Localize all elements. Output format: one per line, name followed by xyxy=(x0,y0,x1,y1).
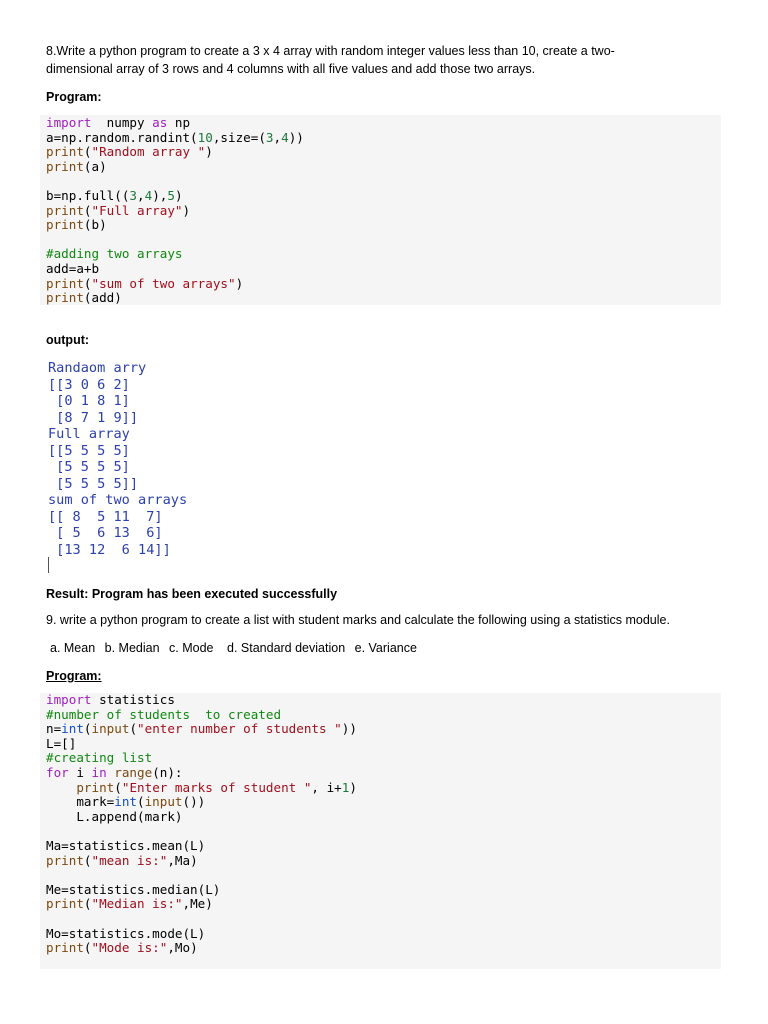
code-token: ) xyxy=(349,779,357,795)
code-line xyxy=(46,766,721,781)
code-token: )) xyxy=(288,129,304,145)
code-line xyxy=(46,795,721,810)
code-token: n= xyxy=(46,721,62,737)
result-text: Result: Program has been executed successfully xyxy=(46,587,338,601)
code-token: 4 xyxy=(144,187,153,203)
code-token: 3 xyxy=(265,129,274,145)
code-token: (a) xyxy=(83,158,107,174)
code-token: ( xyxy=(83,144,92,160)
code-token: numpy xyxy=(91,115,153,130)
code-token: import xyxy=(46,692,92,707)
code-token: print xyxy=(46,158,84,174)
code-line xyxy=(46,247,721,262)
code-token: print xyxy=(46,217,84,233)
code-token: ) xyxy=(235,275,244,291)
code-token: input xyxy=(144,794,183,810)
code-line xyxy=(46,708,721,723)
output-line: Randaom arry xyxy=(48,360,147,376)
question-8-line-1: 8.Write a python program to create a 3 x 4 array with random integer values less than 10, create a two- xyxy=(46,44,615,58)
option-variance: e. Variance xyxy=(354,641,417,655)
code-token: in xyxy=(91,764,107,780)
code-token: (add) xyxy=(83,290,122,306)
question-9-text: 9. write a python program to create a list with student marks and calculate the following using a statistics module. xyxy=(46,613,670,627)
code-token: print xyxy=(46,896,84,912)
code-line xyxy=(46,291,721,306)
option-median: b. Median xyxy=(104,641,160,655)
output-label: output: xyxy=(46,333,90,347)
code-line xyxy=(46,145,721,160)
code-token: ) xyxy=(182,202,191,218)
output-block xyxy=(48,360,187,558)
output-line: Full array xyxy=(48,426,130,442)
code-token: "Mode is:" xyxy=(91,940,168,956)
code-token: "sum of two arrays" xyxy=(91,275,236,291)
code-line xyxy=(46,912,721,927)
code-token: ( xyxy=(83,202,92,218)
option-standard-deviation: d. Standard deviation xyxy=(227,641,346,655)
code-token: ( xyxy=(114,779,122,795)
output-line: [5 5 5 5] xyxy=(48,459,130,475)
code-line xyxy=(46,941,721,956)
code-token: "Enter marks of student " xyxy=(121,779,312,795)
code-line xyxy=(46,174,721,189)
code-token: ,size=( xyxy=(212,129,266,145)
code-token: ,Ma) xyxy=(167,852,198,868)
code-token: 4 xyxy=(281,129,289,145)
code-token: print xyxy=(76,779,115,795)
code-token: input xyxy=(91,721,130,737)
code-token: a=np.random.randint( xyxy=(46,129,198,145)
code-token: add=a+b xyxy=(46,260,100,276)
code-token: Ma=statistics.mean(L) xyxy=(46,837,206,853)
output-line: [[ 8 5 11 7] xyxy=(48,508,163,525)
code-line xyxy=(46,897,721,912)
output-line: [5 5 5 5]] xyxy=(48,475,139,492)
code-token: ( xyxy=(83,940,92,956)
output-line: sum of two arrays xyxy=(48,492,188,508)
code-token: print xyxy=(46,290,84,306)
code-token: "Full array" xyxy=(91,202,183,218)
output-line: [0 1 8 1] xyxy=(48,393,130,409)
code-line xyxy=(46,233,721,248)
output-line: [8 7 1 9]] xyxy=(48,409,139,426)
code-line xyxy=(46,160,721,175)
code-token: (b) xyxy=(83,217,107,233)
output-line: [13 12 6 14]] xyxy=(48,541,171,558)
statistics-options xyxy=(50,639,730,657)
code-token: "Random array " xyxy=(91,144,206,160)
code-token: #creating list xyxy=(46,750,153,766)
code-line xyxy=(46,116,721,131)
code-token: 10 xyxy=(197,129,213,145)
code-token: print xyxy=(46,940,84,956)
code-token: ,Me) xyxy=(182,896,213,912)
text-cursor xyxy=(48,557,49,573)
code-token: ( xyxy=(83,275,92,291)
code-token: "enter number of students " xyxy=(137,721,342,737)
code-token: int xyxy=(61,721,84,737)
code-token: ( xyxy=(137,794,145,810)
code-token: L=[] xyxy=(46,735,77,751)
code-token: ), xyxy=(152,187,168,203)
code-token: ( xyxy=(129,721,138,737)
code-token: 3 xyxy=(129,187,137,203)
code-line xyxy=(46,854,721,869)
code-token: Mo=statistics.mode(L) xyxy=(46,925,206,941)
code-token: as xyxy=(152,115,168,130)
code-token: #number of students to created xyxy=(46,706,282,722)
code-line xyxy=(46,131,721,146)
code-token: b=np.full(( xyxy=(46,187,130,203)
code-token xyxy=(46,780,76,795)
code-token: for xyxy=(46,764,69,780)
code-line xyxy=(46,810,721,825)
code-token: Me=statistics.median(L) xyxy=(46,881,221,897)
code-block-statistics xyxy=(40,693,721,969)
code-token: print xyxy=(46,202,84,218)
code-token: mark= xyxy=(46,794,115,810)
code-line xyxy=(46,781,721,796)
code-token: range xyxy=(114,764,153,780)
code-token: ( xyxy=(83,852,92,868)
code-line xyxy=(46,868,721,883)
code-block-numpy xyxy=(40,115,721,305)
code-token: , i+ xyxy=(311,779,342,795)
code-token: , xyxy=(137,187,145,203)
code-token: ) xyxy=(205,144,213,160)
code-token: statistics xyxy=(91,692,175,707)
code-token: print xyxy=(46,144,84,160)
code-line xyxy=(46,204,721,219)
question-8-text xyxy=(46,42,726,78)
code-token: L.append(mark) xyxy=(46,808,183,824)
code-token: "mean is:" xyxy=(91,852,168,868)
code-token: ()) xyxy=(182,794,206,810)
code-token: ,Mo) xyxy=(167,940,198,956)
question-8-line-2: dimensional array of 3 rows and 4 columns with all five values and add those two arrays. xyxy=(46,62,536,76)
code-line xyxy=(46,277,721,292)
code-line xyxy=(46,839,721,854)
code-token: #adding two arrays xyxy=(46,246,183,262)
option-mean: a. Mean xyxy=(50,641,96,655)
code-token: import xyxy=(46,115,92,130)
code-token: np xyxy=(167,115,191,130)
code-token: ) xyxy=(174,187,183,203)
code-token: (n): xyxy=(152,764,183,780)
code-line xyxy=(46,927,721,942)
code-line xyxy=(46,737,721,752)
code-line xyxy=(46,722,721,737)
code-token: int xyxy=(114,794,137,810)
program-label-1: Program: xyxy=(46,90,102,104)
code-token: i xyxy=(68,764,92,780)
code-line xyxy=(46,751,721,766)
code-token: , xyxy=(273,129,282,145)
code-line xyxy=(46,824,721,839)
code-token: "Median is:" xyxy=(91,896,183,912)
code-token: 5 xyxy=(167,187,175,203)
output-line: [[3 0 6 2] xyxy=(48,376,130,393)
option-mode: c. Mode xyxy=(169,641,214,655)
code-line xyxy=(46,693,721,708)
code-token: ( xyxy=(83,721,92,737)
code-token: 1 xyxy=(341,779,350,795)
program-label-2: Program: xyxy=(46,669,102,683)
code-line xyxy=(46,189,721,204)
code-line xyxy=(46,218,721,233)
code-token: )) xyxy=(341,721,357,737)
output-line: [ 5 6 13 6] xyxy=(48,525,163,541)
code-token: ( xyxy=(83,896,92,912)
code-token: print xyxy=(46,275,84,291)
code-line xyxy=(46,883,721,898)
code-token: print xyxy=(46,852,84,868)
output-line: [[5 5 5 5] xyxy=(48,442,130,459)
code-line xyxy=(46,262,721,277)
